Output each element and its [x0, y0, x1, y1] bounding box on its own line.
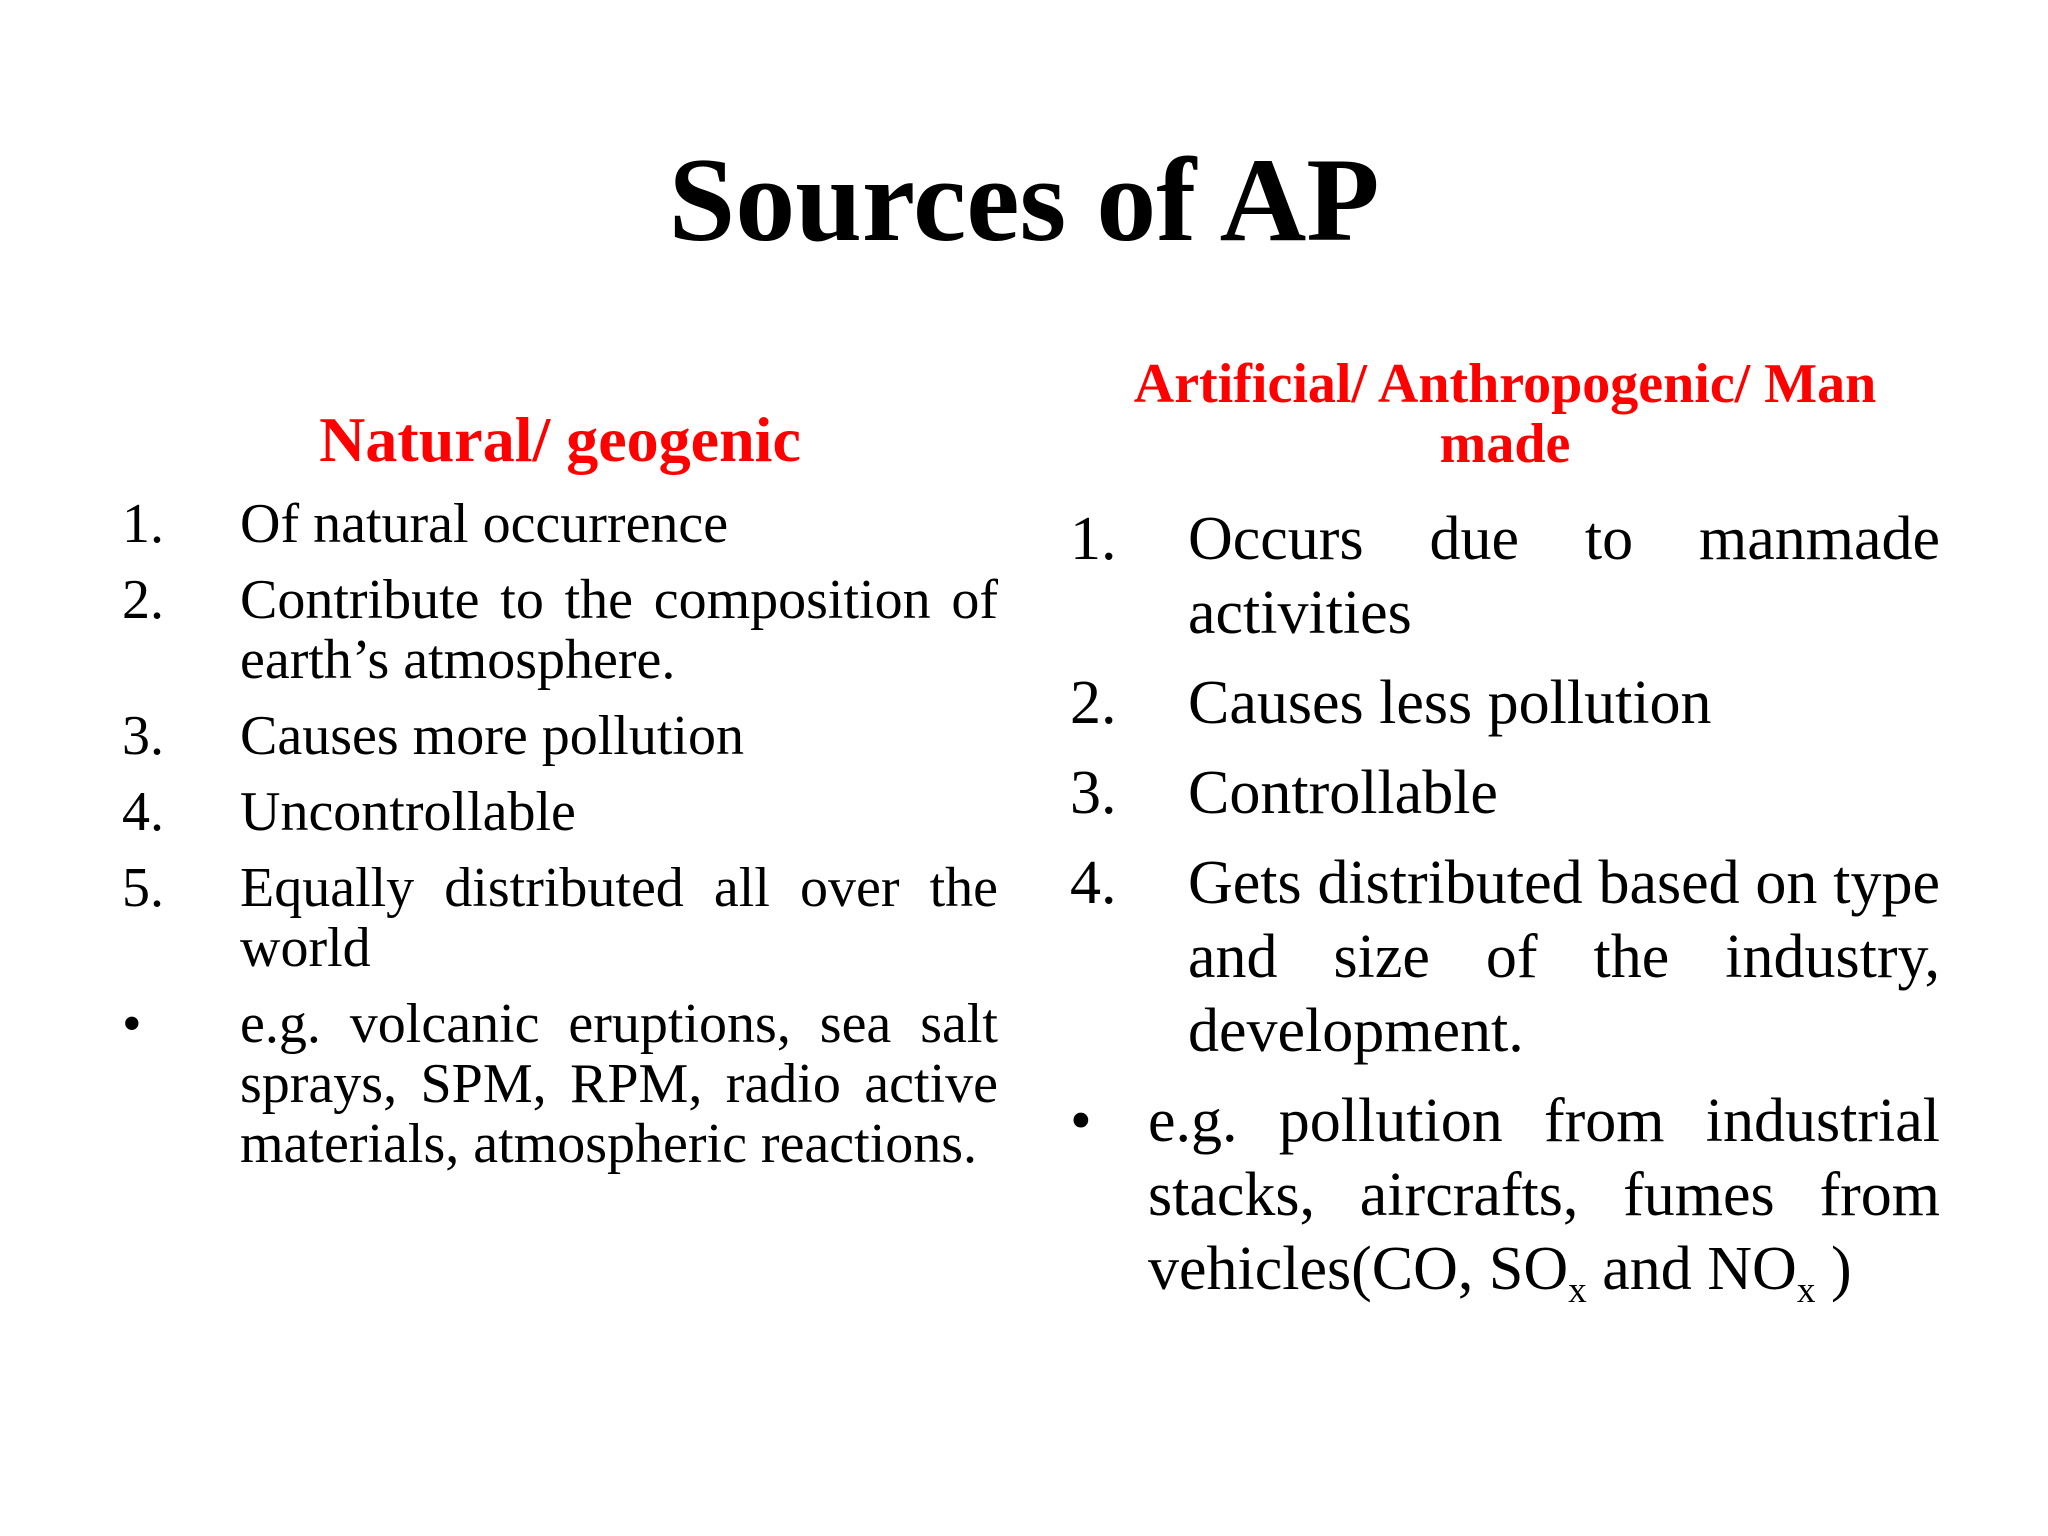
- subscript-x: x: [1568, 1270, 1587, 1312]
- slide-title: Sources of AP: [668, 133, 1380, 266]
- list-item: [122, 858, 998, 978]
- list-item-text: Occurs due to manmade activities: [1188, 505, 1940, 647]
- list-item-text: Causes less pollution: [1188, 669, 1712, 737]
- example-text-end: ): [1815, 1235, 1852, 1303]
- list-marker: 4.: [1070, 849, 1117, 917]
- list-item: [122, 706, 998, 766]
- list-item: [122, 782, 998, 842]
- list-marker: 3.: [1070, 759, 1117, 827]
- list-item-example: [122, 994, 998, 1174]
- list-marker: 2.: [122, 569, 164, 631]
- list-item-text: Of natural occurrence: [240, 493, 729, 555]
- artificial-heading: Artificial/ Anthropogenic/ Man made: [1133, 353, 1877, 475]
- natural-heading: Natural/ geogenic: [319, 404, 801, 475]
- list-marker: 5.: [122, 857, 164, 919]
- natural-list: [122, 494, 998, 1190]
- list-item-text: Contribute to the composition of earth’s atmosphere.: [240, 569, 998, 691]
- list-item-text: Gets distributed based on type and size of the industry, development.: [1188, 849, 1940, 1065]
- list-item-text: e.g. volcanic eruptions, sea salt sprays, SPM, RPM, radio active materials, atmospheric reactions.: [240, 993, 998, 1175]
- list-item: [1070, 846, 1940, 1068]
- list-item-text: Uncontrollable: [240, 781, 576, 843]
- example-text-mid: and NO: [1586, 1235, 1797, 1303]
- list-item: [1070, 666, 1940, 740]
- example-text-start: e.g. pollution from industrial stacks, aircrafts, fumes from vehicles(CO, SO: [1148, 1087, 1940, 1303]
- list-item: [122, 494, 998, 554]
- list-marker: 4.: [122, 781, 164, 843]
- list-item: [1070, 756, 1940, 830]
- list-item-text: Controllable: [1188, 759, 1498, 827]
- bullet-marker: •: [122, 993, 142, 1055]
- subscript-x: x: [1796, 1270, 1816, 1312]
- bullet-marker: •: [1070, 1087, 1092, 1155]
- list-marker: 1.: [122, 493, 164, 555]
- list-marker: 3.: [122, 705, 164, 767]
- list-marker: 2.: [1070, 669, 1117, 737]
- list-item-example: [1070, 1084, 1940, 1312]
- list-item-text: Equally distributed all over the world: [240, 857, 998, 979]
- list-item: [122, 570, 998, 690]
- artificial-list: [1070, 502, 1940, 1322]
- list-marker: 1.: [1070, 505, 1117, 573]
- list-item-text: [1148, 1084, 1940, 1312]
- list-item-text: Causes more pollution: [240, 705, 744, 767]
- list-item: [1070, 502, 1940, 650]
